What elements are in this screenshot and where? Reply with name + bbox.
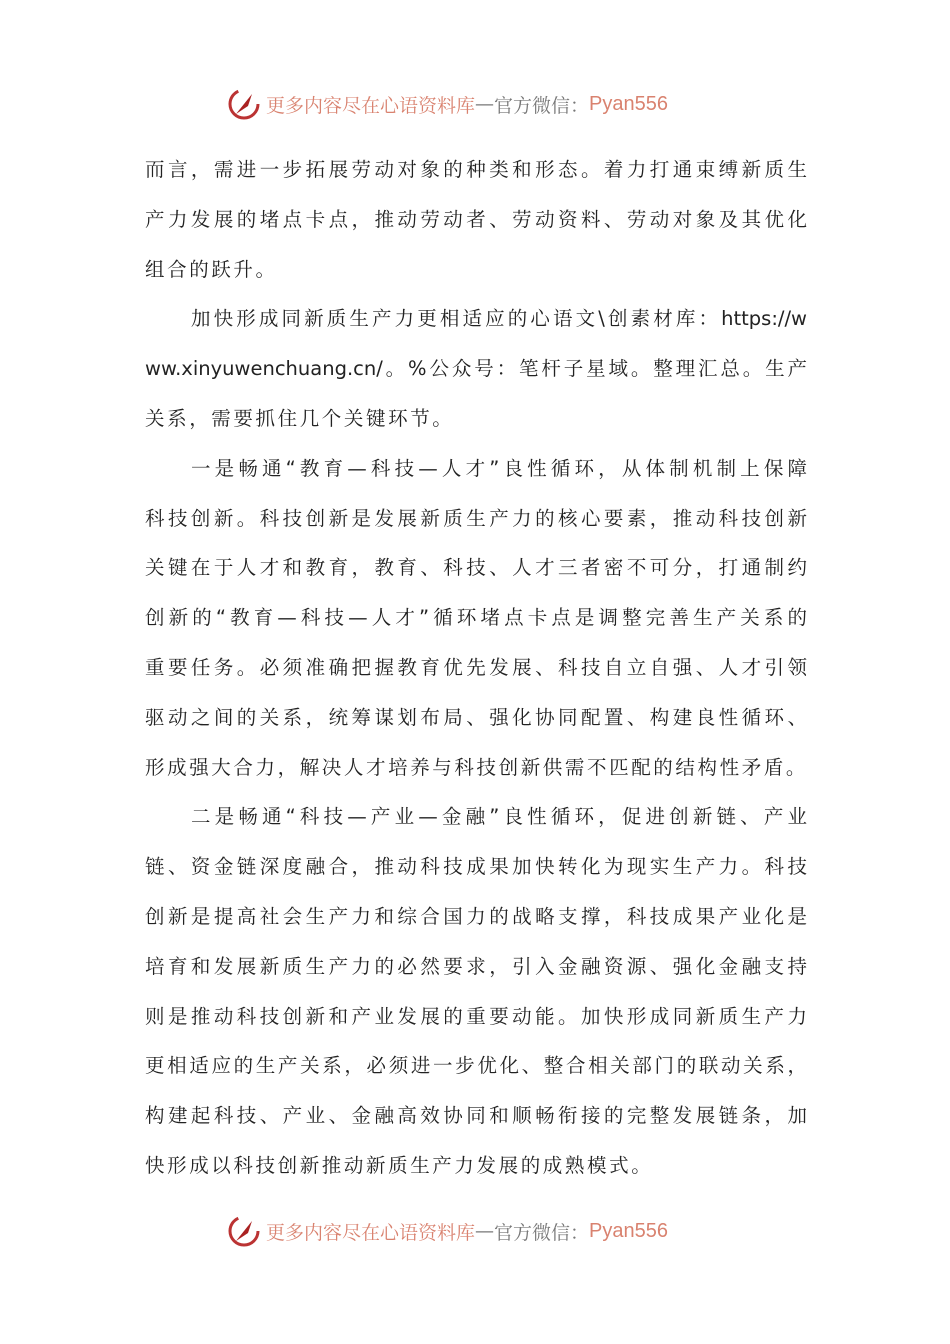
text-line: 创新的“教育—科技—人才”循环堵点卡点是调整完善生产关系的 xyxy=(145,606,807,630)
quill-logo-icon xyxy=(226,86,262,122)
text-line: 更相适应的生产关系，必须进一步优化、整合相关部门的联动关系， xyxy=(145,1054,807,1078)
banner-separator: — xyxy=(475,93,495,115)
text-line: 培育和发展新质生产力的必然要求，引入金融资源、强化金融支持 xyxy=(145,954,807,978)
banner-wechat-id: Pyan556 xyxy=(589,1219,668,1242)
text-line: 驱动之间的关系，统筹谋划布局、强化协同配置、构建良性循环、 xyxy=(145,705,807,729)
paragraph xyxy=(145,454,807,803)
text-line: 形成强大合力，解决人才培养与科技创新供需不匹配的结构性矛盾。 xyxy=(145,755,809,779)
text-line: 而言，需进一步拓展劳动对象的种类和形态。着力打通束缚新质生 xyxy=(145,158,807,181)
banner-wechat-id: Pyan556 xyxy=(589,92,668,115)
banner-main-text: 更多内容尽在心语资料库 xyxy=(266,94,476,117)
banner-main-text: 更多内容尽在心语资料库 xyxy=(266,1221,476,1244)
paragraph xyxy=(145,155,807,304)
quill-logo-icon xyxy=(226,1213,262,1249)
paragraph xyxy=(145,304,807,453)
text-line: 产力发展的堵点卡点，推动劳动者、劳动资料、劳动对象及其优化 xyxy=(145,207,807,231)
text-line: 构建起科技、产业、金融高效协同和顺畅衔接的完整发展链条，加 xyxy=(145,1104,807,1128)
text-line: 快形成以科技创新推动新质生产力发展的成熟模式。 xyxy=(145,1153,654,1177)
banner-separator: — xyxy=(475,1220,495,1242)
text-line: 科技创新。科技创新是发展新质生产力的核心要素，推动科技创新 xyxy=(145,506,807,530)
text-line: 一是畅通“教育—科技—人才”良性循环，从体制机制上保障 xyxy=(191,456,807,480)
document-body xyxy=(145,155,807,1201)
text-line: 创新是提高社会生产力和综合国力的战略支撑，科技成果产业化是 xyxy=(145,904,807,928)
text-line: 重要任务。必须准确把握教育优先发展、科技自立自强、人才引领 xyxy=(145,655,807,679)
banner-label: 官方微信： xyxy=(494,94,590,117)
paragraph xyxy=(145,802,807,1200)
header-banner xyxy=(226,84,726,124)
text-line: 链、资金链深度融合，推动科技成果加快转化为现实生产力。科技 xyxy=(145,855,807,879)
text-line: ww.xinyuwenchuang.cn/。%公众号：笔杆子星域。整理汇总。生产 xyxy=(145,357,807,381)
banner-label: 官方微信： xyxy=(494,1221,590,1244)
text-line: 组合的跃升。 xyxy=(145,257,278,281)
text-line: 关系，需要抓住几个关键环节。 xyxy=(145,406,455,430)
text-line: 二是畅通“科技—产业—金融”良性循环，促进创新链、产业 xyxy=(191,805,807,829)
footer-banner xyxy=(226,1211,726,1251)
text-line: 则是推动科技创新和产业发展的重要动能。加快形成同新质生产力 xyxy=(145,1004,807,1028)
text-line: 关键在于人才和教育，教育、科技、人才三者密不可分，打通制约 xyxy=(145,556,807,580)
text-line: 加快形成同新质生产力更相适应的心语文\创素材库：https://w xyxy=(191,307,807,331)
